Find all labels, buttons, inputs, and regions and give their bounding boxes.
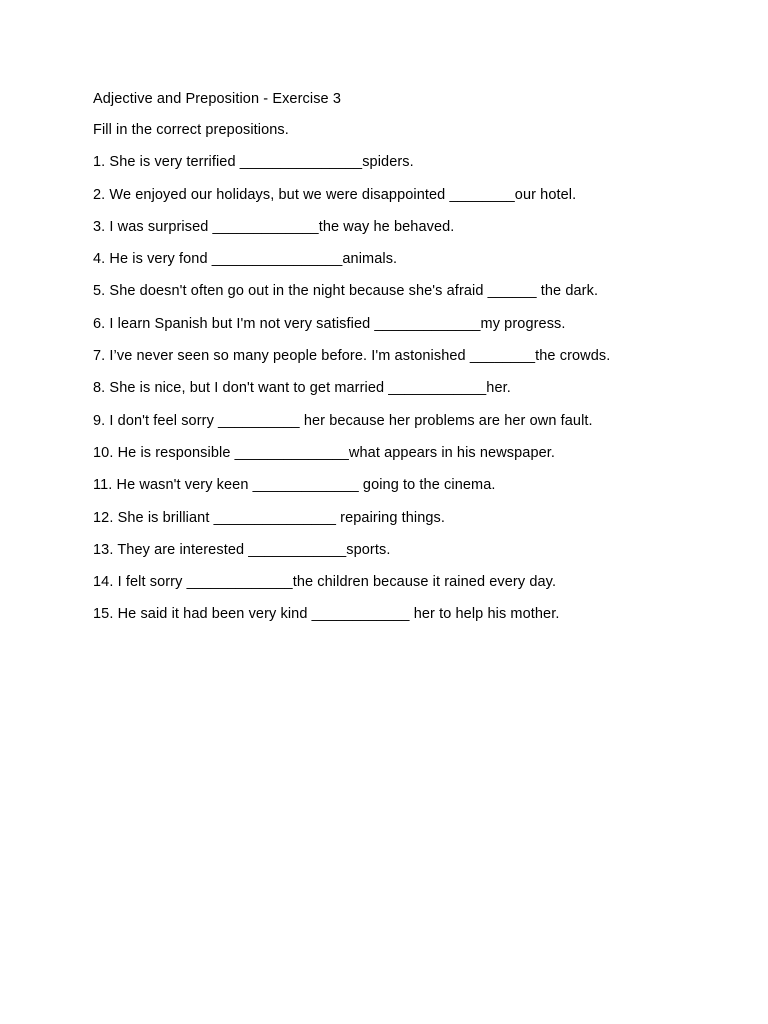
exercise-item-7: 7. I’ve never seen so many people before. I'm astonished ________the crowds. (93, 348, 611, 365)
exercise-item-12: 12. She is brilliant _______________ repairing things. (93, 509, 446, 526)
exercise-item-5: 5. She doesn't often go out in the night because she's afraid ______ the dark. (93, 283, 599, 300)
exercise-item-11: 11. He wasn't very keen _____________ going to the cinema. (93, 477, 496, 494)
exercise-item-9: 9. I don't feel sorry __________ her because her problems are her own fault. (93, 412, 593, 429)
worksheet (93, 89, 733, 637)
exercise-item-13: 13. They are interested ____________sports. (93, 541, 391, 558)
exercise-item-6: 6. I learn Spanish but I'm not very satisfied _____________my progress. (93, 315, 566, 332)
exercise-item-10: 10. He is responsible ______________what appears in his newspaper. (93, 444, 556, 461)
exercise-item-15: 15. He said it had been very kind ____________ her to help his mother. (93, 606, 560, 623)
exercise-item-3: 3. I was surprised _____________the way he behaved. (93, 218, 455, 235)
exercise-item-1: 1. She is very terrified _______________spiders. (93, 154, 414, 171)
instruction-text: Fill in the correct prepositions. (93, 122, 289, 138)
exercise-item-4: 4. He is very fond ________________animals. (93, 251, 398, 268)
worksheet-title: Adjective and Preposition - Exercise 3 (93, 91, 342, 107)
exercise-item-14: 14. I felt sorry _____________the children because it rained every day. (93, 574, 557, 591)
exercise-item-8: 8. She is nice, but I don't want to get married ____________her. (93, 380, 511, 397)
exercise-item-2: 2. We enjoyed our holidays, but we were disappointed ________our hotel. (93, 186, 577, 203)
